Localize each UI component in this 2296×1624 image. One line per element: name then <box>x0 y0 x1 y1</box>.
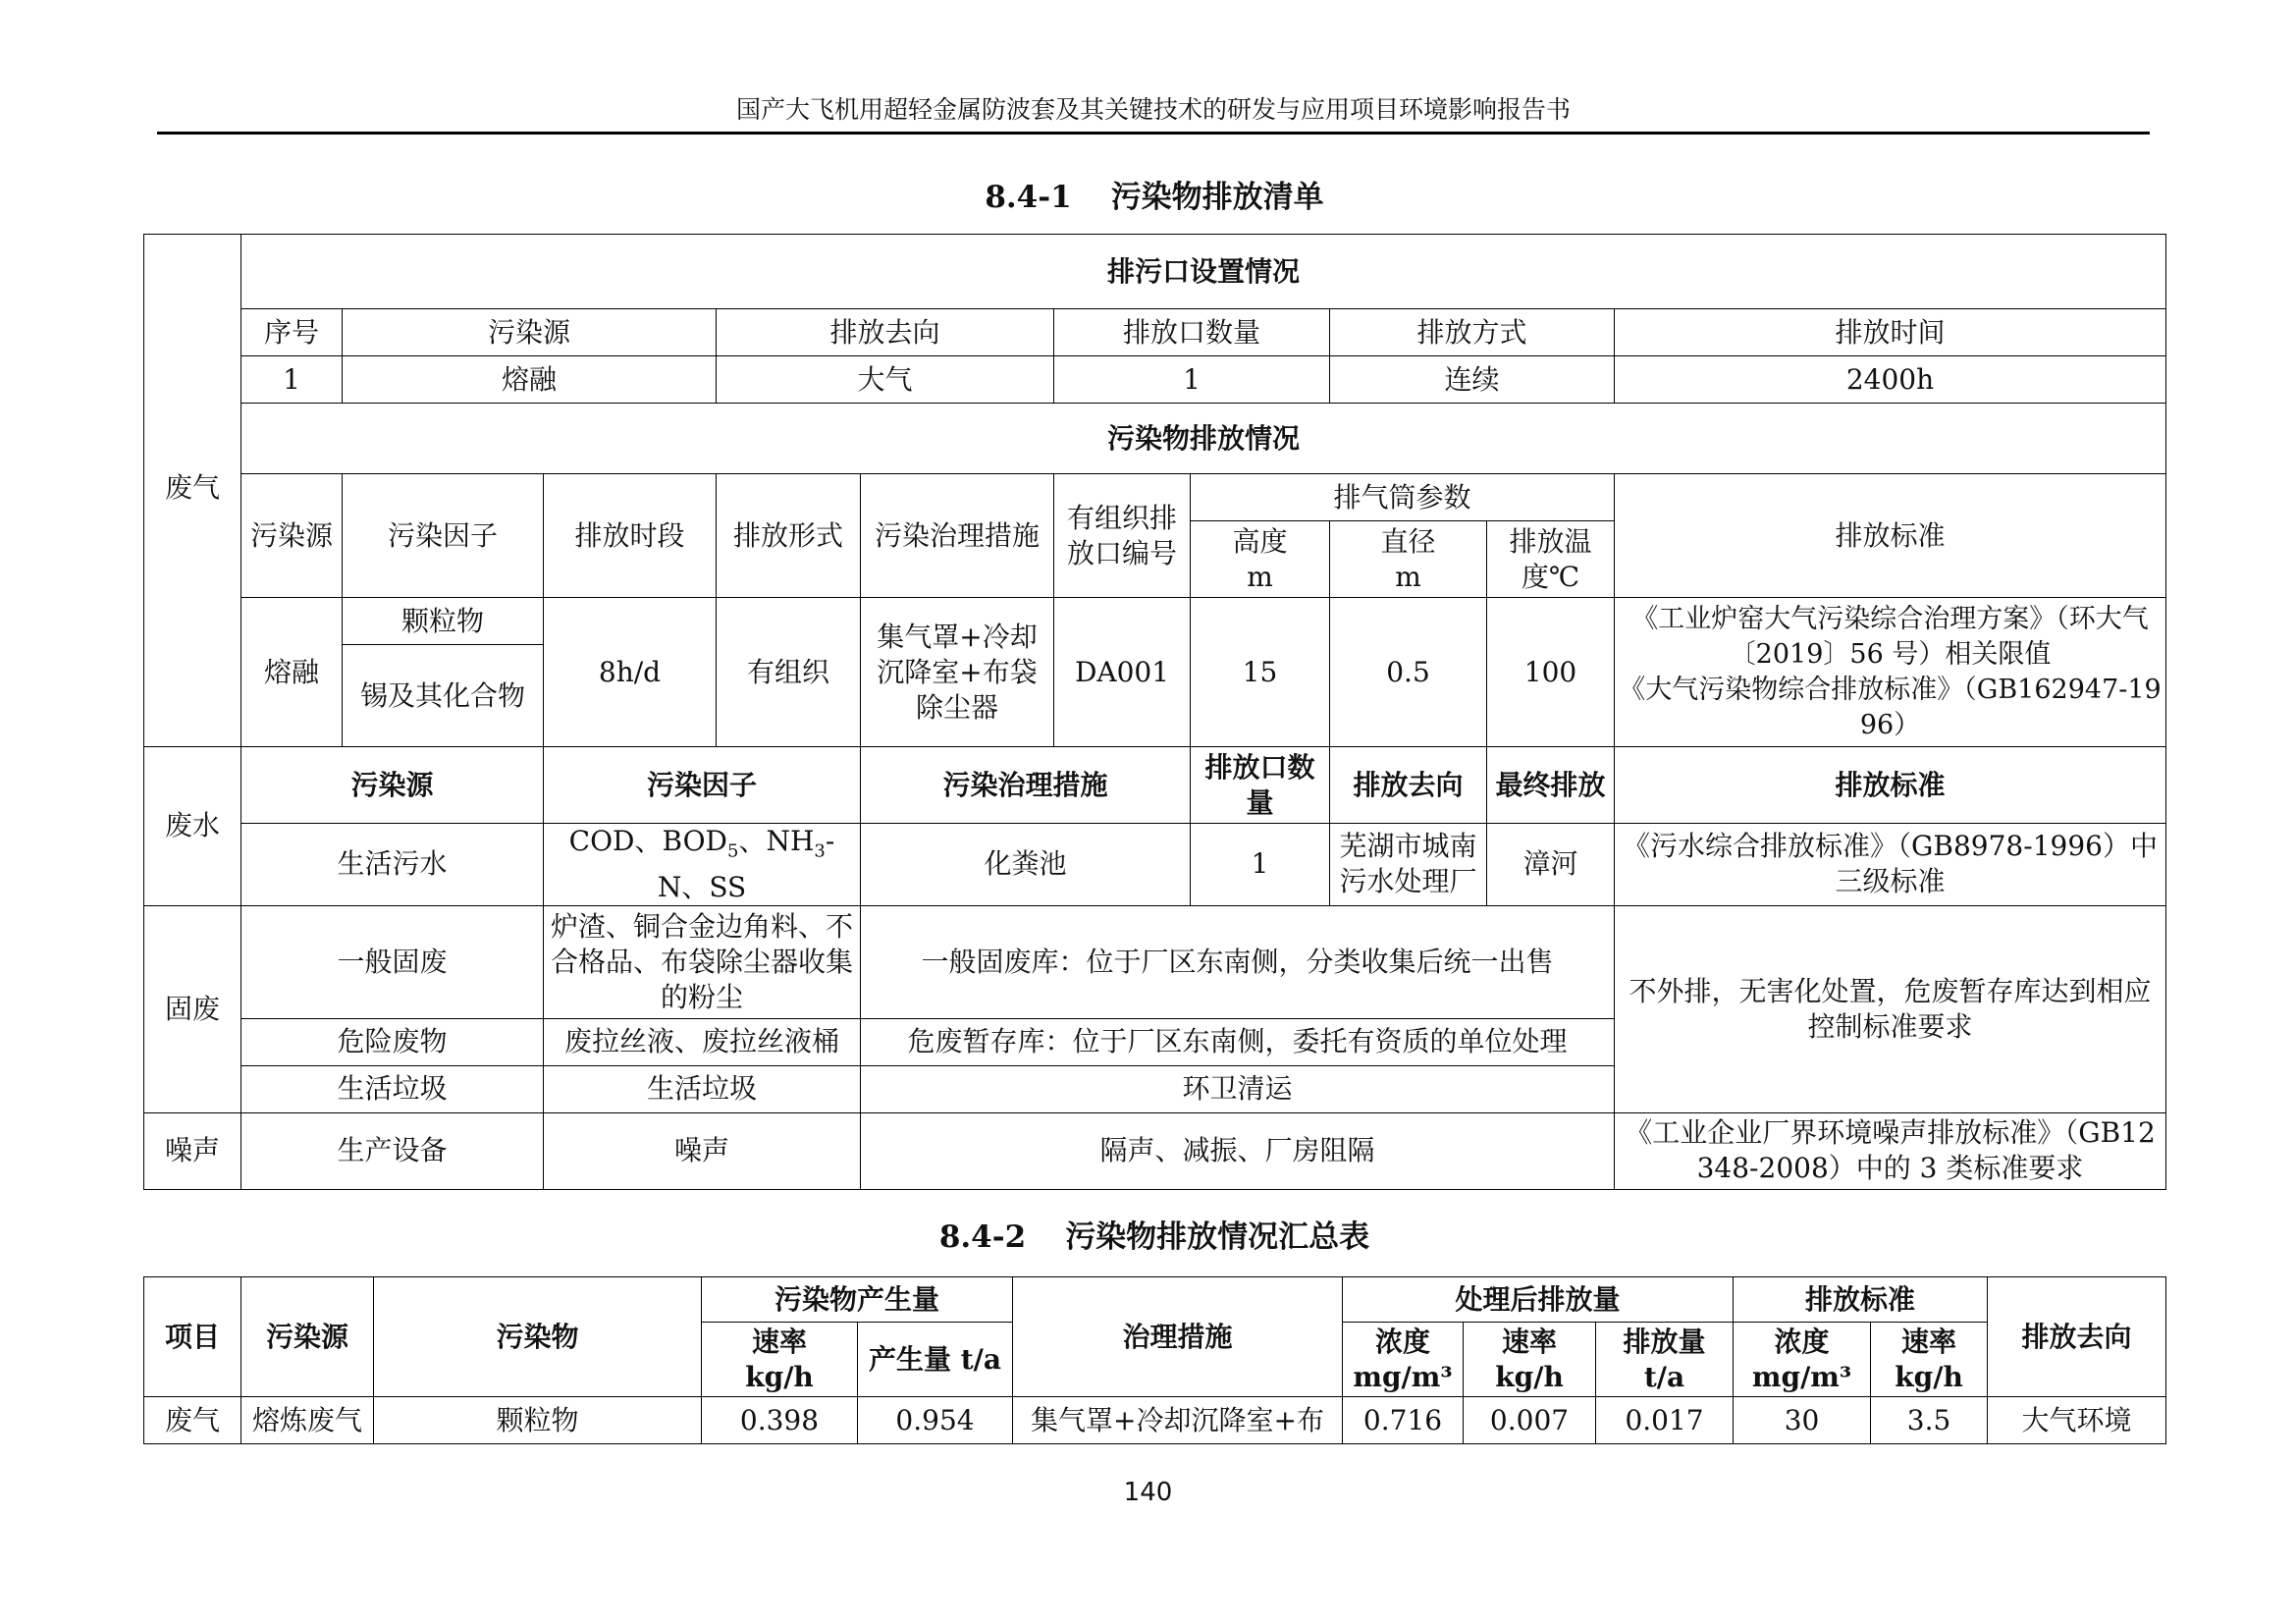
emission-header-outlet-code: 有组织排放口编号 <box>1054 474 1191 598</box>
solid-items-domestic: 生活垃圾 <box>544 1065 861 1112</box>
concentration-unit: mg/m³ <box>1353 1360 1453 1393</box>
emission-cell-outlet-code: DA001 <box>1054 598 1191 747</box>
category-waste-gas: 废气 <box>144 235 241 747</box>
summary-header-after-treatment: 处理后排放量 <box>1343 1277 1734 1323</box>
summary-header-std-rate <box>1871 1323 1988 1397</box>
pollutant-summary-table <box>143 1276 2166 1444</box>
diameter-label: 直径 <box>1380 524 1436 558</box>
summary-cell-emission: 0.017 <box>1596 1397 1734 1444</box>
emission-cell-temperature: 100 <box>1487 598 1615 747</box>
table1-title: 污染物排放清单 <box>1110 180 1324 215</box>
emission-header-height <box>1191 521 1330 598</box>
summary-header-standard: 排放标准 <box>1734 1277 1988 1323</box>
emission-section-title: 污染物排放情况 <box>241 404 2166 474</box>
water-cell-factor <box>544 824 861 906</box>
summary-header-std-concentration <box>1734 1323 1871 1397</box>
rate2-label: 速率 <box>1502 1325 1558 1358</box>
emission-header-diameter <box>1330 521 1487 598</box>
summary-header-rate <box>702 1323 858 1397</box>
outlet-header-no: 序号 <box>241 309 343 356</box>
solid-type-hazardous: 危险废物 <box>241 1018 544 1065</box>
emission-cell-period: 8h/d <box>544 598 717 747</box>
summary-cell-measure: 集气罩+冷却沉降室+布 <box>1013 1397 1343 1444</box>
page-number: 140 <box>1123 1478 1173 1507</box>
table1-caption <box>143 172 2165 216</box>
emission-cell-height: 15 <box>1191 598 1330 747</box>
summary-cell-pollutant: 颗粒物 <box>374 1397 702 1444</box>
noise-standard: 《工业企业厂界环境噪声排放标准》（GB12348-2008）中的 3 类标准要求 <box>1615 1112 2166 1189</box>
outlet-section-title: 排污口设置情况 <box>241 235 2166 309</box>
emission-cell-form: 有组织 <box>717 598 861 747</box>
summary-cell-rate2: 0.007 <box>1464 1397 1596 1444</box>
pollutant-discharge-list-table <box>143 234 2166 1190</box>
diameter-unit: m <box>1395 560 1421 593</box>
category-solid-waste: 固废 <box>144 905 241 1112</box>
outlet-header-count: 排放口数量 <box>1054 309 1330 356</box>
emission-header-stack-params: 排气筒参数 <box>1191 474 1615 521</box>
std-concentration-unit: mg/m³ <box>1751 1360 1852 1393</box>
factor-tin-compounds: 锡及其化合物 <box>359 679 525 712</box>
rate-unit: kg/h <box>745 1360 814 1393</box>
summary-header-destination: 排放去向 <box>1988 1277 2166 1397</box>
emission-header-period: 排放时段 <box>544 474 717 598</box>
emission-unit: t/a <box>1643 1360 1685 1393</box>
outlet-header-mode: 排放方式 <box>1330 309 1615 356</box>
water-cell-measure: 化粪池 <box>861 824 1191 906</box>
solid-measure-hazardous: 危废暂存库：位于厂区东南侧，委托有资质的单位处理 <box>861 1018 1615 1065</box>
water-cell-destination: 芜湖市城南污水处理厂 <box>1330 824 1487 906</box>
std-rate-unit: kg/h <box>1895 1360 1963 1393</box>
summary-header-emission <box>1596 1323 1734 1397</box>
summary-header-generation: 污染物产生量 <box>702 1277 1013 1323</box>
outlet-cell-source: 熔融 <box>343 356 717 404</box>
solid-items-general: 炉渣、铜合金边角料、不合格品、布袋除尘器收集的粉尘 <box>544 905 861 1018</box>
outlet-header-time: 排放时间 <box>1615 309 2166 356</box>
summary-header-concentration <box>1343 1323 1464 1397</box>
water-cell-standard: 《污水综合排放标准》（GB8978-1996）中三级标准 <box>1615 824 2166 906</box>
summary-header-measure: 治理措施 <box>1013 1277 1343 1397</box>
noise-measure: 隔声、减振、厂房阻隔 <box>861 1112 1615 1189</box>
summary-header-pollutant: 污染物 <box>374 1277 702 1397</box>
height-label: 高度 <box>1232 524 1288 558</box>
water-cell-final: 漳河 <box>1487 824 1615 906</box>
outlet-cell-mode: 连续 <box>1330 356 1615 404</box>
water-header-factor: 污染因子 <box>544 747 861 824</box>
outlet-cell-destination: 大气 <box>717 356 1054 404</box>
category-noise: 噪声 <box>144 1112 241 1189</box>
factor-sub-3: 3 <box>814 840 826 862</box>
factor-text-c: -N、SS <box>657 825 835 903</box>
water-header-destination: 排放去向 <box>1330 747 1487 824</box>
summary-header-source: 污染源 <box>241 1277 374 1397</box>
outlet-cell-count: 1 <box>1054 356 1330 404</box>
summary-cell-std-rate: 3.5 <box>1871 1397 1988 1444</box>
emission-header-source: 污染源 <box>241 474 343 598</box>
table2-title: 污染物排放情况汇总表 <box>1065 1219 1370 1255</box>
table2-caption <box>143 1212 2165 1256</box>
summary-cell-source: 熔炼废气 <box>241 1397 374 1444</box>
standard-line-2: 《大气污染物综合排放标准》（GB162947-1996） <box>1619 674 2162 740</box>
emission-header-measure: 污染治理措施 <box>861 474 1054 598</box>
outlet-header-source: 污染源 <box>343 309 717 356</box>
water-cell-source: 生活污水 <box>241 824 544 906</box>
emission-header-factor: 污染因子 <box>343 474 544 598</box>
outlet-header-destination: 排放去向 <box>717 309 1054 356</box>
emission-cell-standard <box>1615 598 2166 747</box>
emission-cell-factors <box>343 598 544 747</box>
factor-sub-5: 5 <box>727 840 739 862</box>
emission-cell-diameter: 0.5 <box>1330 598 1487 747</box>
summary-cell-rate: 0.398 <box>702 1397 858 1444</box>
emission-cell-source: 熔融 <box>241 598 343 747</box>
outlet-cell-time: 2400h <box>1615 356 2166 404</box>
factor-particulate: 颗粒物 <box>343 598 543 645</box>
solid-items-hazardous: 废拉丝液、废拉丝液桶 <box>544 1018 861 1065</box>
solid-measure-domestic: 环卫清运 <box>861 1065 1615 1112</box>
page-header: 国产大飞机用超轻金属防波套及其关键技术的研发与应用项目环境影响报告书 <box>735 95 1571 124</box>
table2-number: 8.4-2 <box>938 1219 1027 1255</box>
summary-header-item: 项目 <box>144 1277 241 1397</box>
solid-type-general: 一般固废 <box>241 905 544 1018</box>
emission-label: 排放量 <box>1623 1325 1706 1358</box>
header-divider <box>157 132 2150 135</box>
noise-factor: 噪声 <box>544 1112 861 1189</box>
factor-text-b: 、NH <box>738 825 815 857</box>
outlet-cell-no: 1 <box>241 356 343 404</box>
summary-cell-item: 废气 <box>144 1397 241 1444</box>
summary-header-rate2 <box>1464 1323 1596 1397</box>
water-header-standard: 排放标准 <box>1615 747 2166 824</box>
solid-measure-general: 一般固废库：位于厂区东南侧，分类收集后统一出售 <box>861 905 1615 1018</box>
emission-header-temperature: 排放温度℃ <box>1487 521 1615 598</box>
summary-cell-concentration: 0.716 <box>1343 1397 1464 1444</box>
rate-label: 速率 <box>751 1325 807 1358</box>
water-header-final: 最终排放 <box>1487 747 1615 824</box>
water-header-source: 污染源 <box>241 747 544 824</box>
noise-source: 生产设备 <box>241 1112 544 1189</box>
std-rate-label: 速率 <box>1901 1325 1957 1358</box>
summary-header-amount: 产生量 t/a <box>858 1323 1013 1397</box>
standard-line-1: 《工业炉窑大气污染综合治理方案》（环大气〔2019〕56 号）相关限值 <box>1631 603 2149 670</box>
table1-number: 8.4-1 <box>985 180 1072 215</box>
summary-row <box>144 1397 2166 1444</box>
solid-standard: 不外排，无害化处置，危废暂存库达到相应控制标准要求 <box>1615 905 2166 1112</box>
concentration-label: 浓度 <box>1375 1325 1431 1358</box>
category-waste-water: 废水 <box>144 747 241 906</box>
emission-header-form: 排放形式 <box>717 474 861 598</box>
height-unit: m <box>1247 560 1273 593</box>
water-header-measure: 污染治理措施 <box>861 747 1191 824</box>
summary-cell-std-concentration: 30 <box>1734 1397 1871 1444</box>
water-header-count: 排放口数量 <box>1191 747 1330 824</box>
summary-cell-amount: 0.954 <box>858 1397 1013 1444</box>
water-cell-count: 1 <box>1191 824 1330 906</box>
rate2-unit: kg/h <box>1495 1360 1564 1393</box>
summary-cell-destination: 大气环境 <box>1988 1397 2166 1444</box>
emission-header-standard: 排放标准 <box>1615 474 2166 598</box>
solid-type-domestic: 生活垃圾 <box>241 1065 544 1112</box>
emission-cell-measure: 集气罩+冷却沉降室+布袋除尘器 <box>861 598 1054 747</box>
std-concentration-label: 浓度 <box>1774 1325 1830 1358</box>
factor-text-a: COD、BOD <box>568 825 728 857</box>
